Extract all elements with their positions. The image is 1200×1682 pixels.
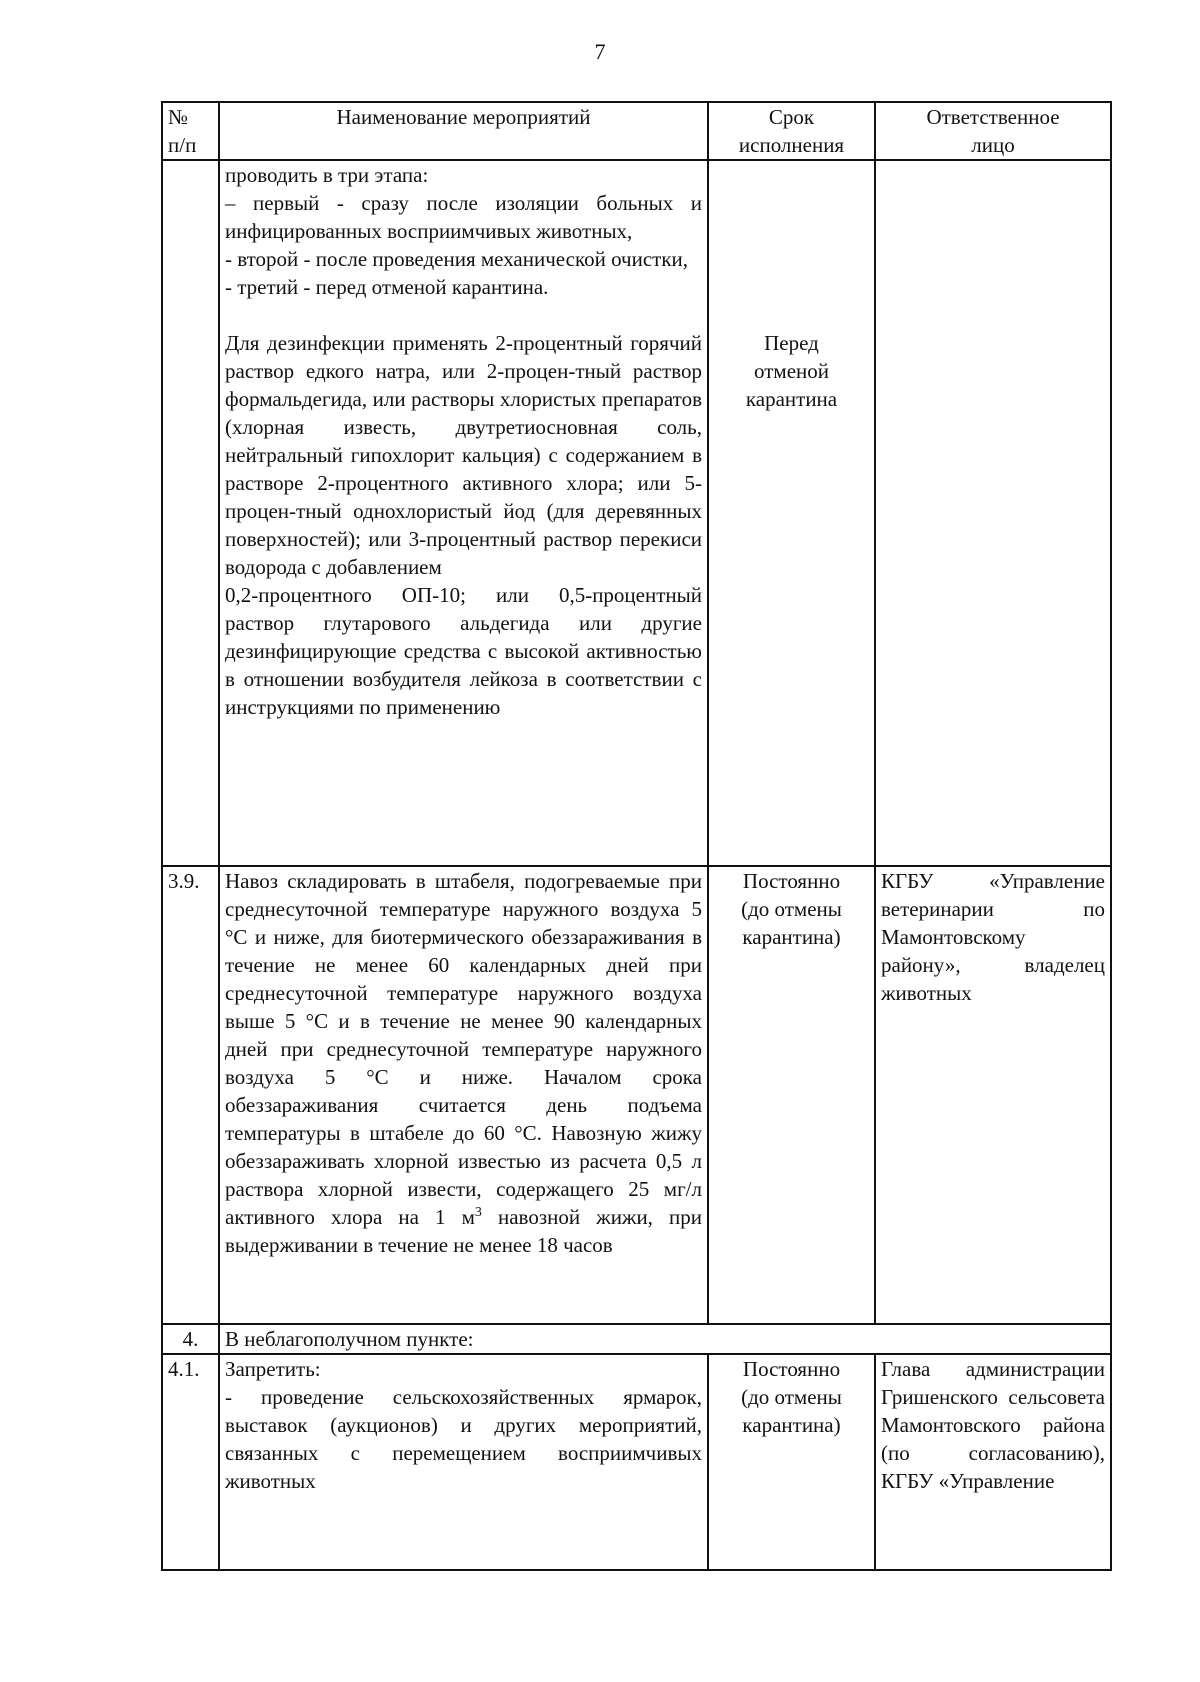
header-deadline: Срок исполнения <box>708 102 875 160</box>
row-name-text: - проведение сельскохозяйственных ярмарок, выставок (аукционов) и других мероприятий, связанных с перемещением восприимчивых животных <box>225 1385 702 1493</box>
header-num: № п/п <box>162 102 219 160</box>
row-name <box>219 1354 708 1570</box>
header-name: Наименование мероприятий <box>219 102 708 160</box>
row-name-line: проводить в три этапа: <box>225 163 429 187</box>
row-responsible <box>875 160 1111 866</box>
row-deadline: Перед отменой карантина <box>708 160 875 866</box>
row-name-line: – первый - сразу после изоляции больных и инфицированных восприимчивых животных, <box>225 191 702 243</box>
table-row <box>162 1354 1111 1570</box>
row-num <box>162 160 219 866</box>
page-number: 7 <box>594 39 606 64</box>
measures-table <box>161 101 1112 1571</box>
row-name <box>219 160 708 866</box>
row-section-title: В неблагополучном пункте: <box>219 1324 1111 1354</box>
header-responsible: Ответственное лицо <box>875 102 1111 160</box>
row-name-line: - третий - перед отменой карантина. <box>225 275 549 299</box>
row-name-line: - второй - после проведения механической очистки, <box>225 247 689 271</box>
row-name-title: Запретить: <box>225 1357 321 1381</box>
row-num: 4. <box>162 1324 219 1354</box>
row-num: 4.1. <box>162 1354 219 1570</box>
row-responsible: Глава администрации Гришенского сельсовета Мамонтовского района (по согласованию), КГБУ «Управление <box>875 1354 1111 1570</box>
row-deadline: Постоянно (до отмены карантина) <box>708 1354 875 1570</box>
table-row <box>162 160 1111 866</box>
row-name-paragraph: Для дезинфекции применять 2-процентный горячий раствор едкого натра, или 2-процен-тный раствор формальдегида, или растворы хлористых препаратов (хлорная известь, двутретиосновная соль, нейтральный гипохлорит кальция) с содержанием в растворе 2-процентного активного хлора; или 5-процен-тный однохлористый йод (для деревянных поверхностей); или 3-процентный раствор перекиси водорода с добавлением <box>225 331 702 579</box>
row-name: Навоз складировать в штабеля, подогреваемые при среднесуточной температуре наружного воздуха 5 °С и ниже, для биотермического обеззараживания в течение не менее 60 календарных дней при среднесуточной температуре наружного воздуха выше 5 °С и в течение не менее 90 календарных дней при среднесуточной температуре наружного воздуха 5 °С и ниже. Началом срока обеззараживания считается день подъема температуры в штабеле до 60 °С. Навозную жижу обеззараживать хлорной известью из расчета 0,5 л раствора хлорной извести, содержащего 25 мг/л активного хлора на 1 $м^3$ навозной жижи, при выдерживании в течение не менее 18 часов <box>219 866 708 1324</box>
table-header-row <box>162 102 1111 160</box>
table-row-section <box>162 1324 1111 1354</box>
table-row <box>162 866 1111 1324</box>
row-name-paragraph: 0,2-процентного ОП-10; или 0,5-процентный раствор глутарового альдегида или другие дезинфицирующие средства с высокой активностью в отношении возбудителя лейкоза в соответствии с инструкциями по применению <box>225 583 702 719</box>
row-num: 3.9. <box>162 866 219 1324</box>
row-responsible: КГБУ «Управление ветеринарии по Мамонтовскому району», владелец животных <box>875 866 1111 1324</box>
row-deadline: Постоянно (до отмены карантина) <box>708 866 875 1324</box>
